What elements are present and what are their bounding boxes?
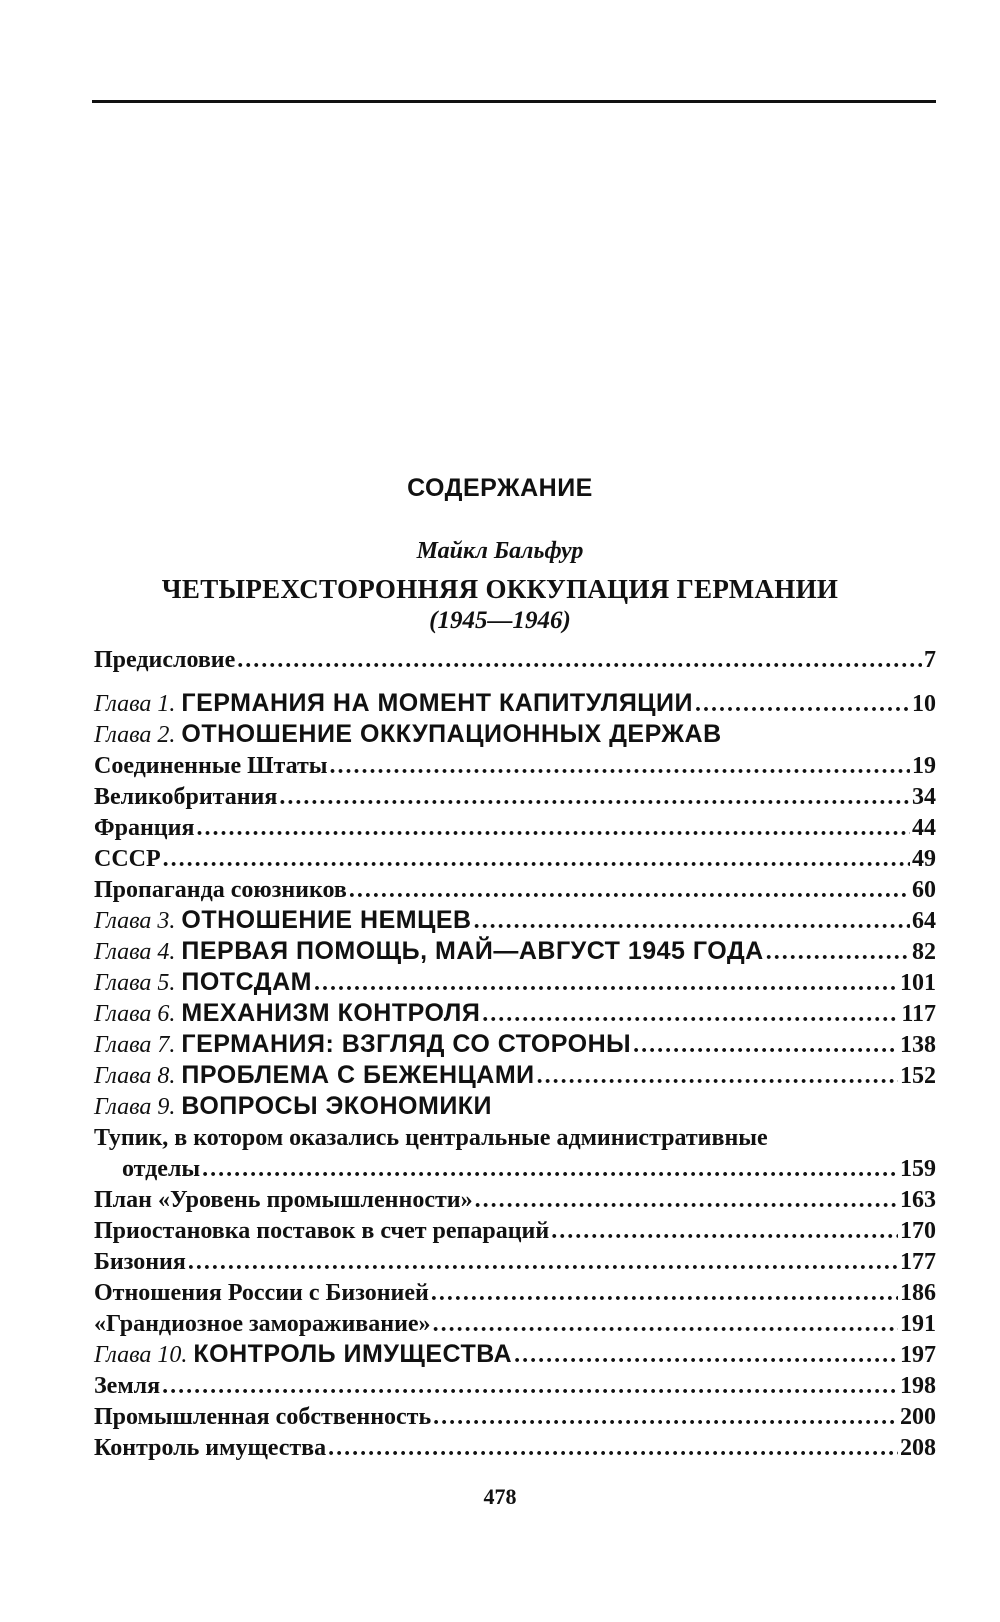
toc-entry-title: отделы (122, 1156, 201, 1182)
chapter-label: Глава 4. (94, 939, 176, 965)
dot-leader (349, 876, 910, 904)
chapter-label: Глава 8. (94, 1063, 176, 1089)
toc-entry-ussr[interactable] (94, 841, 936, 873)
toc-entry-property-control[interactable] (94, 1430, 936, 1462)
toc-entry-preface[interactable] (94, 642, 936, 674)
chapter-label: Глава 2. (94, 722, 176, 748)
dot-leader (237, 646, 922, 674)
page-heading: СОДЕРЖАНИЕ (407, 474, 593, 502)
dot-leader (433, 1310, 898, 1338)
toc-entry-page: 197 (900, 1342, 936, 1368)
dot-leader (330, 752, 910, 780)
dot-leader (475, 1186, 898, 1214)
toc-entry-page: 44 (912, 815, 936, 841)
toc-entry-industry-level[interactable] (94, 1182, 936, 1214)
dot-leader (537, 1062, 898, 1090)
dot-leader (196, 814, 910, 842)
toc-entry-land[interactable] (94, 1368, 936, 1400)
dot-leader (431, 1279, 898, 1307)
toc-entry-page: 117 (901, 1001, 936, 1027)
toc-entry-page: 82 (912, 939, 936, 965)
chapter-label: Глава 5. (94, 970, 176, 996)
toc-entry-chapter-10[interactable] (94, 1337, 936, 1369)
toc-entry-title: Приостановка поставок в счет репараций (94, 1218, 550, 1244)
toc-entry-page: 191 (900, 1311, 936, 1337)
toc-entry-title: Тупик, в котором оказались центральные административные (94, 1125, 768, 1151)
toc-entry-industrial-property[interactable] (94, 1399, 936, 1431)
toc-entry-chapter-9[interactable] (94, 1089, 936, 1121)
toc-entry-page: 186 (900, 1280, 936, 1306)
chapter-title: КОНТРОЛЬ ИМУЩЕСТВА (193, 1340, 513, 1368)
toc-entry-deadlock[interactable] (94, 1120, 936, 1152)
toc-entry-propaganda[interactable] (94, 872, 936, 904)
dot-leader (433, 1403, 898, 1431)
toc-entry-title: Предисловие (94, 647, 236, 673)
toc-entry-page: 177 (900, 1249, 936, 1275)
toc-entry-page: 159 (900, 1156, 936, 1182)
toc-entry-page: 7 (924, 647, 936, 673)
page-number: 478 (483, 1484, 517, 1509)
chapter-label: Глава 10. (94, 1342, 188, 1368)
toc-entry-uk[interactable] (94, 779, 936, 811)
toc-entry-title: Промышленная собственность (94, 1404, 432, 1430)
chapter-title: ОТНОШЕНИЕ НЕМЦЕВ (181, 906, 472, 934)
chapter-title: ПРОБЛЕМА С БЕЖЕНЦАМИ (181, 1061, 535, 1089)
dot-leader (279, 783, 910, 811)
toc-entry-page: 10 (912, 691, 936, 717)
toc-entry-title: Великобритания (94, 784, 278, 810)
chapter-title: ПОТСДАМ (181, 968, 312, 996)
dot-leader (633, 1031, 898, 1059)
toc-entry-usa[interactable] (94, 748, 936, 780)
toc-entry-title: Земля (94, 1373, 161, 1399)
toc-entry-page: 101 (900, 970, 936, 996)
dot-leader (163, 845, 910, 873)
dot-leader (551, 1217, 898, 1245)
chapter-title: ОТНОШЕНИЕ ОККУПАЦИОННЫХ ДЕРЖАВ (181, 720, 722, 748)
toc-entry-title: «Грандиозное замораживание» (94, 1311, 431, 1337)
dot-leader (188, 1248, 898, 1276)
toc-entry-page: 19 (912, 753, 936, 779)
table-of-contents (94, 0, 936, 1500)
toc-entry-reparations[interactable] (94, 1213, 936, 1245)
dot-leader (162, 1372, 898, 1400)
chapter-label: Глава 6. (94, 1001, 176, 1027)
dot-leader (766, 938, 910, 966)
toc-entry-chapter-8[interactable] (94, 1058, 936, 1090)
toc-entry-chapter-7[interactable] (94, 1027, 936, 1059)
toc-entry-title: Отношения России с Бизонией (94, 1280, 429, 1306)
toc-entry-title: Бизония (94, 1249, 186, 1275)
toc-entry-title: План «Уровень промышленности» (94, 1187, 473, 1213)
chapter-title: ГЕРМАНИЯ НА МОМЕНТ КАПИТУЛЯЦИИ (181, 689, 693, 717)
toc-entry-bizone[interactable] (94, 1244, 936, 1276)
toc-entry-page: 200 (900, 1404, 936, 1430)
toc-entry-title: Франция (94, 815, 195, 841)
toc-entry-grand-freeze[interactable] (94, 1306, 936, 1338)
dot-leader (474, 907, 910, 935)
toc-entry-title: Соединенные Штаты (94, 753, 328, 779)
dot-leader (514, 1341, 898, 1369)
chapter-title: ВОПРОСЫ ЭКОНОМИКИ (181, 1092, 493, 1120)
dot-leader (314, 969, 898, 997)
toc-entry-russia-bizone[interactable] (94, 1275, 936, 1307)
toc-entry-title: Контроль имущества (94, 1435, 327, 1461)
toc-entry-chapter-2[interactable] (94, 717, 936, 749)
toc-entry-deadlock-continued[interactable] (94, 1151, 936, 1183)
chapter-title: МЕХАНИЗМ КОНТРОЛЯ (181, 999, 481, 1027)
toc-entry-page: 208 (900, 1435, 936, 1461)
toc-entry-page: 138 (900, 1032, 936, 1058)
toc-entry-page: 198 (900, 1373, 936, 1399)
chapter-title: ГЕРМАНИЯ: ВЗГЛЯД СО СТОРОНЫ (181, 1030, 632, 1058)
toc-entry-page: 49 (912, 846, 936, 872)
toc-entry-chapter-5[interactable] (94, 965, 936, 997)
chapter-label: Глава 1. (94, 691, 176, 717)
toc-entry-title: СССР (94, 846, 161, 872)
toc-entry-page: 34 (912, 784, 936, 810)
chapter-label: Глава 7. (94, 1032, 176, 1058)
toc-entry-page: 163 (900, 1187, 936, 1213)
toc-entry-page: 60 (912, 877, 936, 903)
chapter-label: Глава 9. (94, 1094, 176, 1120)
dot-leader (328, 1434, 898, 1462)
toc-entry-page: 64 (912, 908, 936, 934)
toc-entry-title: Пропаганда союзников (94, 877, 347, 903)
book-title: ЧЕТЫРЕХСТОРОННЯЯ ОККУПАЦИЯ ГЕРМАНИИ (161, 574, 839, 604)
toc-entry-france[interactable] (94, 810, 936, 842)
dot-leader (482, 1000, 899, 1028)
toc-entry-page: 152 (900, 1063, 936, 1089)
toc-entry-chapter-6[interactable] (94, 996, 936, 1028)
dot-leader (202, 1155, 898, 1183)
book-years: (1945—1946) (429, 607, 571, 634)
chapter-label: Глава 3. (94, 908, 176, 934)
chapter-title: ПЕРВАЯ ПОМОЩЬ, МАЙ—АВГУСТ 1945 ГОДА (181, 937, 764, 965)
dot-leader (695, 690, 910, 718)
toc-entry-chapter-4[interactable] (94, 934, 936, 966)
toc-entry-chapter-3[interactable] (94, 903, 936, 935)
toc-entry-page: 170 (900, 1218, 936, 1244)
author-name: Майкл Бальфур (416, 538, 584, 564)
toc-entry-chapter-1[interactable] (94, 686, 936, 718)
